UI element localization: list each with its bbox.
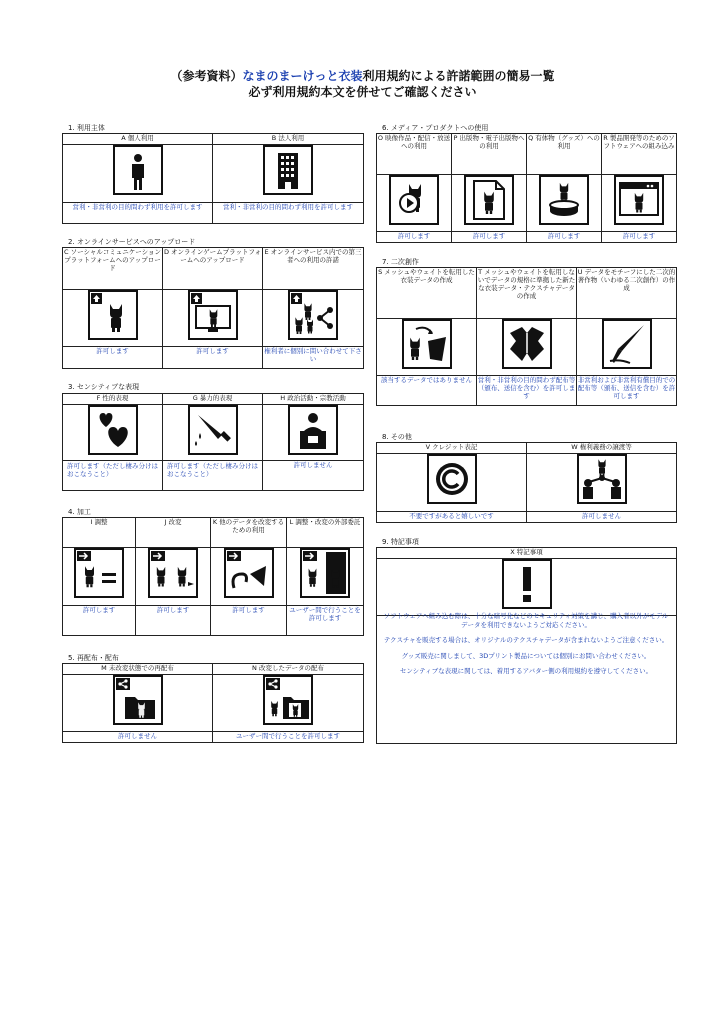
header-d: D オンラインゲームプラットフォームへのアップロード (163, 248, 263, 290)
header-u: U データをモチーフにした二次的著作物（いわゆる二次創作）の作成 (577, 268, 677, 319)
document-icon (464, 175, 514, 225)
note-item: ソフトウェアへ組み込む際は、十分な暗号化などのセキュリティ対策を講じ、購入者以外がモデルデータを利用できないようご対応ください。 (383, 612, 669, 629)
status-f: 許可します（ただし棲み分けはおこなうこと） (63, 461, 163, 491)
status-h: 許可しません (263, 461, 364, 491)
title-prefix: （参考資料） (170, 69, 243, 83)
header-w: W 権利義務の譲渡等 (527, 443, 677, 454)
header-a: A 個人利用 (63, 134, 213, 145)
header-x: X 特記事項 (377, 548, 677, 559)
header-q: Q 有体物（グッズ）への利用 (527, 134, 602, 175)
modify-icon (148, 548, 198, 598)
pen-icon (602, 319, 652, 369)
status-j: 許可します (136, 606, 211, 636)
redistribute-icon (113, 675, 163, 725)
header-b: B 法人利用 (213, 134, 364, 145)
knife-icon (188, 405, 238, 455)
status-e: 権利者に個別に問い合わせて下さい (263, 347, 364, 369)
status-i: 許可します (63, 606, 136, 636)
title-suffix: 利用規約による許諾範囲の簡易一覧 (362, 69, 555, 83)
adjust-icon (74, 548, 124, 598)
special-notes (381, 612, 671, 683)
status-v: 不要ですがあると嬉しいです (377, 512, 527, 523)
status-w: 許可しません (527, 512, 677, 523)
status-c: 許可します (63, 347, 163, 369)
header-o: O 映像作品・配信・放送への利用 (377, 134, 452, 175)
upload-monitor-icon (188, 290, 238, 340)
status-a: 営利・非営利の目的問わず利用を許可します (63, 203, 213, 224)
section-9-label: 9. 特記事項 (382, 538, 419, 546)
section-3-table (62, 393, 364, 491)
status-t: 営利・非営利の目的問わず配布等（頒布、送信を含む）を許可します (477, 376, 577, 406)
status-r: 許可します (602, 232, 677, 243)
section-2-table (62, 247, 364, 369)
status-m: 許可しません (63, 732, 213, 743)
status-o: 許可します (377, 232, 452, 243)
title-notice: 必ず利用規約本文を併せてご確認ください (248, 85, 477, 99)
status-q: 許可します (527, 232, 602, 243)
header-p: P 出版物・電子出版物への利用 (452, 134, 527, 175)
header-r: R 製品開発等のためのソフトウェアへの組み込み (602, 134, 677, 175)
document-title (0, 68, 725, 100)
software-icon (614, 175, 664, 225)
title-product-name: なまのまーけっと衣装 (242, 69, 363, 83)
note-item: センシティブな表現に関しては、着用するアバター側の利用規約を遵守してください。 (399, 667, 653, 675)
share-users-icon (288, 290, 338, 340)
section-1-label: 1. 利用主体 (68, 124, 105, 132)
status-g: 許可します（ただし棲み分けはおこなうこと） (163, 461, 263, 491)
new-outfit-icon (502, 319, 552, 369)
section-6-label: 6. メディア・プロダクトへの使用 (382, 124, 489, 132)
status-n: ユーザー間で行うことを許可します (213, 732, 364, 743)
video-icon (389, 175, 439, 225)
section-7-table (376, 267, 677, 406)
header-v: V クレジット表記 (377, 443, 527, 454)
header-j: J 改変 (136, 518, 211, 548)
figure-icon (539, 175, 589, 225)
upload-avatar-icon (88, 290, 138, 340)
status-l: ユーザー間で行うことを許可します (287, 606, 364, 636)
section-5-label: 5. 再配布・配布 (68, 654, 119, 662)
header-l: L 調整・改変の外部委託 (287, 518, 364, 548)
section-1-table (62, 133, 364, 224)
section-5-table (62, 663, 364, 743)
section-4-table (62, 517, 364, 636)
status-s: 該当するデータではありません (377, 376, 477, 406)
header-h: H 政治活動・宗教活動 (263, 394, 364, 405)
podium-icon (288, 405, 338, 455)
exclamation-icon (502, 559, 552, 609)
section-4-label: 4. 加工 (68, 508, 91, 516)
header-e: E オンラインサービス内での第三者への利用の許諾 (263, 248, 364, 290)
header-i: I 調整 (63, 518, 136, 548)
header-k: K 他のデータを改変するための利用 (211, 518, 287, 548)
mesh-convert-icon (402, 319, 452, 369)
status-p: 許可します (452, 232, 527, 243)
section-8-table (376, 442, 677, 523)
section-8-label: 8. その他 (382, 433, 412, 441)
outsource-icon (300, 548, 350, 598)
copyright-icon (427, 454, 477, 504)
section-3-label: 3. センシティブな表現 (68, 383, 140, 391)
header-m: M 未改変状態での再配布 (63, 664, 213, 675)
status-d: 許可します (163, 347, 263, 369)
header-s: S メッシュやウェイトを転用した衣装データの作成 (377, 268, 477, 319)
note-item: グッズ販売に関しまして、3Dプリント製品については個別にお問い合わせください。 (401, 651, 651, 660)
header-t: T メッシュやウェイトを転用しないでデータの規格に準拠した新たな衣装データ・テクスチャデータの作成 (477, 268, 577, 319)
status-k: 許可します (211, 606, 287, 636)
distribute-modified-icon (263, 675, 313, 725)
status-b: 営利・非営利の目的問わず利用を許可します (213, 203, 364, 224)
header-c: C ソーシャルコミュニケーションプラットフォームへのアップロード (63, 248, 163, 290)
person-icon (113, 145, 163, 195)
section-7-label: 7. 二次創作 (382, 258, 419, 266)
hearts-icon (88, 405, 138, 455)
section-2-label: 2. オンラインサービスへのアップロード (68, 238, 196, 246)
header-n: N 改変したデータの配布 (213, 664, 364, 675)
note-item: テクスチャを販売する場合は、オリジナルのテクスチャデータが含まれないようご注意ください。 (383, 636, 669, 644)
section-6-table (376, 133, 677, 243)
transform-icon (224, 548, 274, 598)
header-f: F 性的表現 (63, 394, 163, 405)
status-u: 非営利および非営利有償目的での配布等（頒布、送信を含む）を許可します (577, 376, 677, 406)
building-icon (263, 145, 313, 195)
header-g: G 暴力的表現 (163, 394, 263, 405)
transfer-icon (577, 454, 627, 504)
